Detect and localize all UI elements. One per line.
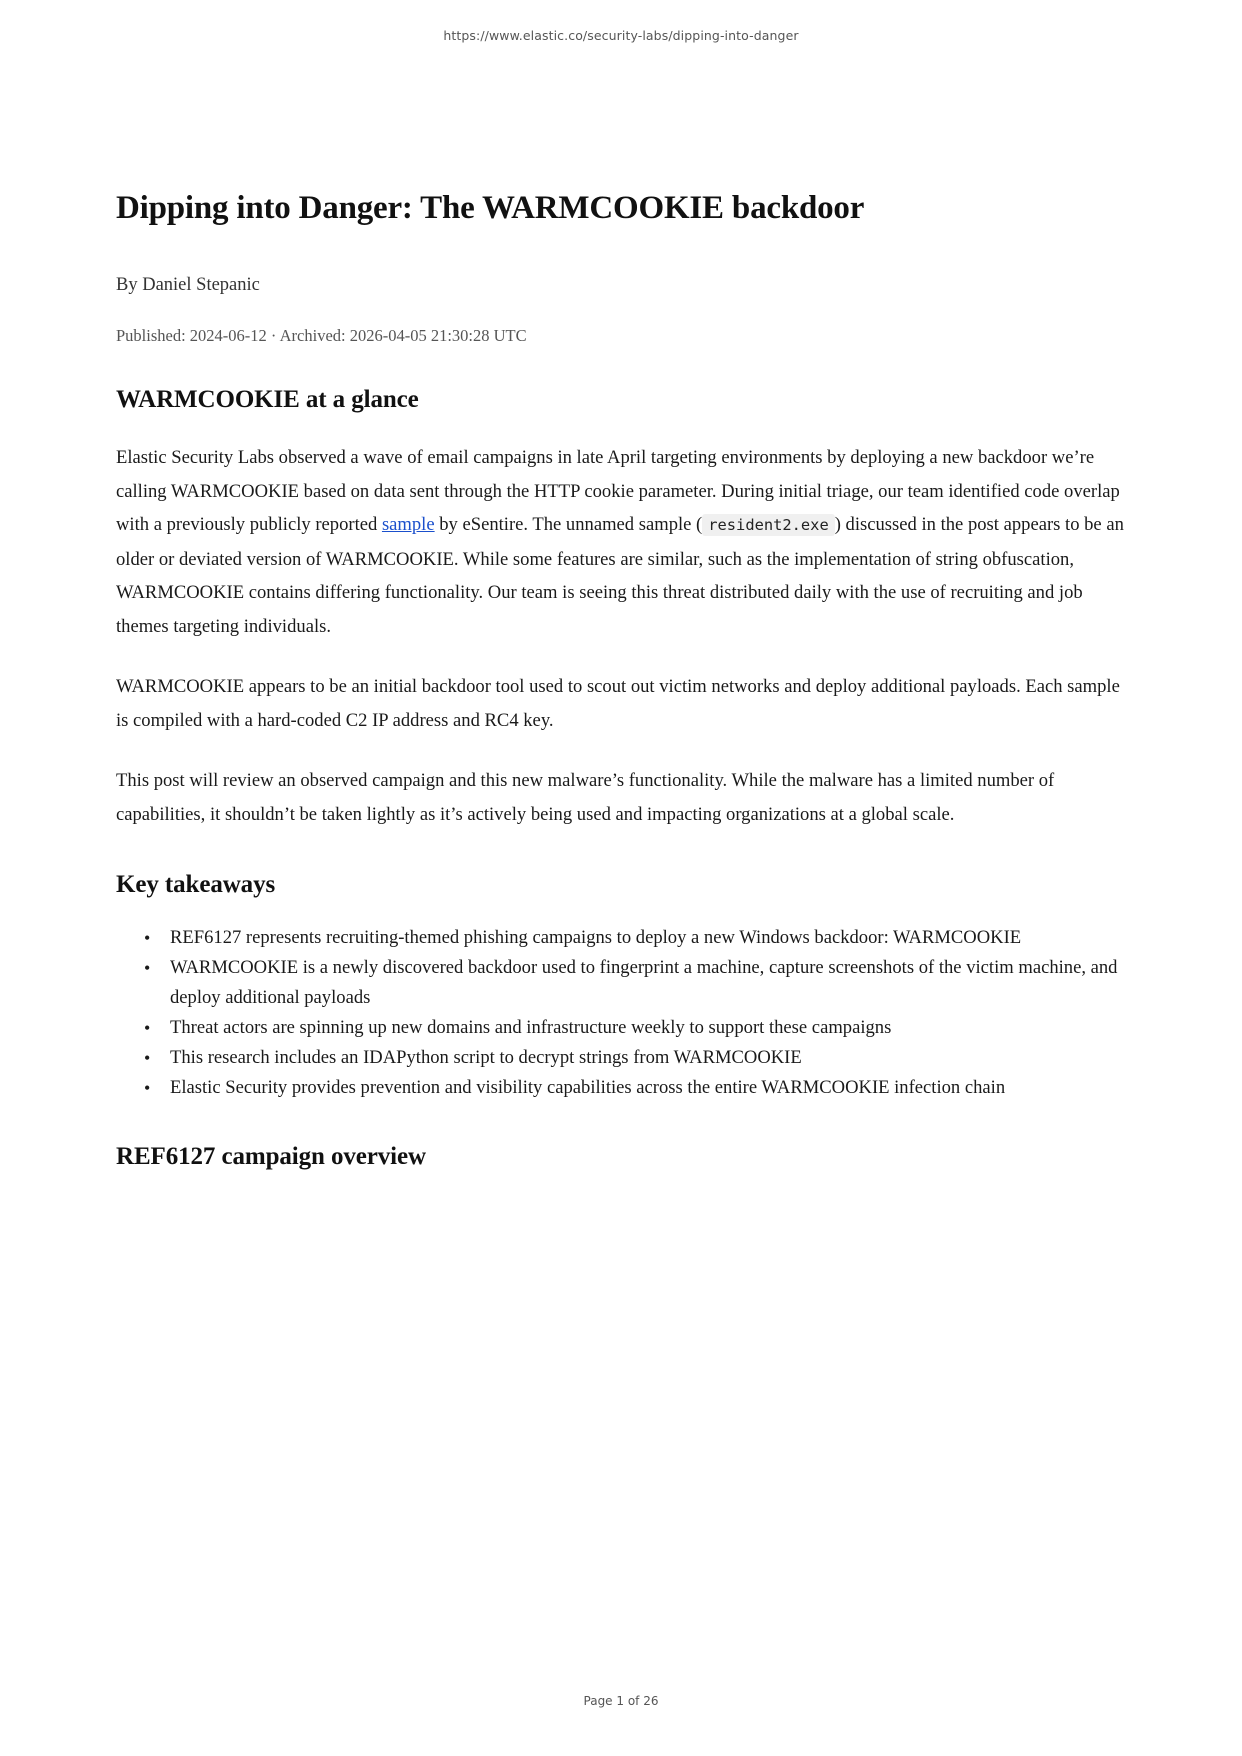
list-item: • Elastic Security provides prevention and visibility capabilities across the entire WARMCOOKIE infection chain — [170, 1073, 1126, 1103]
paragraph-text-part-2: by eSentire. The unnamed sample ( — [434, 514, 703, 535]
source-url: https://www.elastic.co/security-labs/dipping-into-danger — [443, 28, 799, 43]
section-heading-glance: WARMCOOKIE at a glance — [116, 386, 419, 413]
article-content — [116, 190, 1126, 1171]
paragraph-backdoor-tool: WARMCOOKIE appears to be an initial backdoor tool used to scout out victim networks and deploy additional payloads. Each sample is compiled with a hard-coded C2 IP address and RC4 key. — [116, 676, 1120, 731]
paragraph-text-part-1: Elastic Security Labs observed a wave of email campaigns in late April targeting environments by deploying a new backdoor we’re calling WARMCOOKIE based on data sent through the HTTP cookie parameter. During initial triage, our team identified code overlap with a previously publicly reported — [116, 447, 1120, 535]
sample-link[interactable]: sample — [381, 514, 435, 535]
page-footer: Page 1 of 26 — [583, 1694, 659, 1708]
list-item: • REF6127 represents recruiting-themed phishing campaigns to deploy a new Windows backdoor: WARMCOOKIE — [170, 923, 1126, 953]
list-item: • WARMCOOKIE is a newly discovered backdoor used to fingerprint a machine, capture screenshots of the victim machine, and deploy additional payloads — [170, 953, 1126, 1013]
section-heading-campaign-overview: REF6127 campaign overview — [116, 1143, 426, 1170]
list-item: • Threat actors are spinning up new domains and infrastructure weekly to support these campaigns — [170, 1013, 1126, 1043]
section-heading-key-takeaways: Key takeaways — [116, 871, 276, 898]
list-item: • This research includes an IDAPython script to decrypt strings from WARMCOOKIE — [170, 1043, 1126, 1073]
key-takeaways-list — [116, 923, 1126, 1103]
paragraph-text-part-3: ) discussed in the post appears to be an older or deviated version of WARMCOOKIE. While some features are similar, such as the implementation of string obfuscation, WARMCOOKIE contains differing functionality. Our team is seeing this threat distributed daily with the use of recruiting and job themes targeting individuals. — [116, 514, 1124, 637]
paragraph-post-scope: This post will review an observed campaign and this new malware’s functionality. While the malware has a limited number of capabilities, it shouldn’t be taken lightly as it’s actively being used and impacting organizations at a global scale. — [116, 770, 1055, 825]
publication-info: Published: 2024-06-12 · Archived: 2026-04-05 21:30:28 UTC — [116, 326, 527, 345]
page-title: Dipping into Danger: The WARMCOOKIE backdoor — [116, 190, 865, 226]
inline-code-resident2: resident2.exe — [702, 514, 834, 536]
paragraph-overview — [116, 441, 1126, 643]
author-byline: By Daniel Stepanic — [116, 275, 260, 295]
